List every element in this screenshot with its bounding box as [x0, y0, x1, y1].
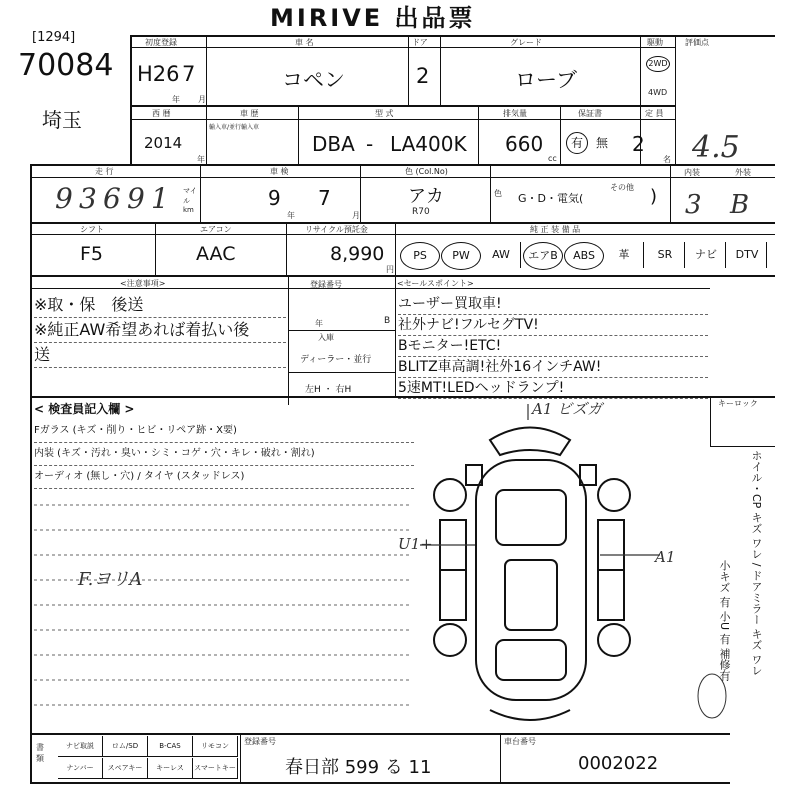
- mileage-label: 走 行: [95, 167, 114, 176]
- equipment-item: PW: [441, 242, 481, 270]
- recycle-label: リサイクル預託金: [305, 225, 368, 234]
- color-no: R70: [412, 207, 430, 217]
- mark-right: A1: [655, 548, 676, 566]
- mark-front: A1 ビズガ: [532, 400, 603, 418]
- equipment-item: 革: [605, 242, 644, 268]
- prefecture: 埼玉: [42, 108, 82, 132]
- registration-header: 登録番号: [310, 280, 342, 289]
- grade-value: ローブ: [515, 68, 577, 92]
- rear-glass: [496, 640, 566, 680]
- inspector-line: オーディオ (無し・穴) / タイヤ (スタッドレス): [34, 466, 414, 489]
- capacity-label: 定 員: [645, 109, 664, 118]
- shaken-year: 9: [268, 186, 281, 210]
- equipment-item: ABS: [564, 242, 604, 270]
- sheet-title: MIRIVE 出品票: [270, 4, 476, 32]
- equipment-item: SR: [646, 242, 685, 268]
- color-value: アカ: [408, 186, 444, 207]
- yen-unit: 円: [386, 265, 394, 274]
- document-item: ロム/SD: [103, 736, 148, 757]
- equipment-item: AW: [482, 242, 521, 268]
- sales-point: BLITZ車高調!社外16インチAW!: [398, 357, 708, 378]
- aircon-value: AAC: [196, 243, 236, 265]
- reg-number: 春日部 599 る 11: [285, 757, 432, 778]
- reg-month: 7: [182, 62, 196, 86]
- equipment-label: 純 正 装 備 品: [530, 225, 581, 234]
- car-name: コペン: [282, 68, 345, 92]
- note-line: ※純正AW希望あれば着払い後: [34, 318, 286, 343]
- aircon-label: エアコン: [200, 225, 232, 234]
- displacement-label: 排気量: [503, 109, 527, 118]
- inspector-line: 内装 (キズ・汚れ・臭い・シミ・コゲ・穴・キレ・破れ・割れ): [34, 443, 414, 466]
- mark-left: U1+: [398, 535, 433, 553]
- front-bumper: [490, 428, 570, 456]
- lot-number: 70084: [18, 48, 114, 83]
- sales-points-header: <セールスポイント>: [397, 279, 474, 288]
- rating-label: 評価点: [685, 38, 709, 47]
- color-mark: 色: [494, 189, 502, 198]
- interior-label: 内装: [684, 168, 700, 177]
- drive-label: 駆動: [647, 38, 663, 47]
- shaken-nen: 年: [287, 211, 295, 220]
- document-item: ナビ取説: [58, 736, 103, 757]
- reg-nen: 年: [315, 319, 323, 328]
- inspection-label: 保証書: [578, 109, 602, 118]
- exterior-label: 外装: [735, 168, 751, 177]
- grid-line: [500, 733, 501, 783]
- capacity-value: 2: [632, 132, 645, 156]
- first-reg-label: 初度登録: [145, 38, 177, 47]
- year-unit: 年: [197, 155, 205, 164]
- notes-header: <注意事項>: [120, 279, 166, 288]
- grid-line: [240, 733, 241, 783]
- era-year: H26: [137, 62, 180, 86]
- grade-label: グレード: [510, 38, 542, 47]
- sales-point: Bモニター!ETC!: [398, 336, 708, 357]
- model-code: LA400K: [390, 132, 467, 156]
- inspector-header: < 検査員記入欄 >: [34, 402, 135, 416]
- documents-label: 書類: [36, 743, 44, 763]
- document-item: ナンバー: [58, 758, 103, 779]
- side-legend-1: ホイル・CP キズ ワレ / ドアミラー キズ ワレ: [750, 450, 763, 676]
- note-line: ※取・保 後送: [34, 293, 286, 318]
- equipment-item: PS: [400, 242, 440, 270]
- exterior-score: B: [730, 190, 750, 220]
- color-other: その他: [610, 183, 634, 192]
- interior-score: 3: [685, 190, 702, 220]
- sales-point: 社外ナビ!フルセグTV!: [398, 315, 708, 336]
- gatsu-unit: 月: [198, 95, 206, 104]
- documents-list: [58, 736, 238, 782]
- car-name-label: 車 名: [295, 38, 314, 47]
- color-close: ): [650, 186, 658, 207]
- inspector-line: Fガラス (キズ・削り・ヒビ・リペア跡・X要): [34, 420, 414, 443]
- document-item: キーレス: [148, 758, 193, 779]
- lot-bracket: [1294]: [32, 30, 76, 45]
- side-legend-2: 小キズ 有 小U 有 補修有: [718, 560, 731, 682]
- roof: [505, 560, 557, 630]
- nen-unit: 年: [172, 95, 180, 104]
- document-item: B-CAS: [148, 736, 193, 757]
- chassis-number: 0002022: [578, 753, 659, 774]
- doors-label: ドア: [412, 38, 428, 47]
- equipment-item: DTV: [728, 242, 767, 268]
- year-value: 2014: [144, 134, 183, 152]
- dealer-label: ディーラー・並行: [300, 355, 372, 365]
- sales-point: ユーザー買取車!: [398, 294, 708, 315]
- mileage-digit: 9: [55, 182, 73, 215]
- equipment-item: エアB: [523, 242, 563, 270]
- inspector-handwriting: F.ヨリA: [78, 569, 143, 590]
- note-line: 送: [34, 343, 286, 368]
- mileage-digit: 3: [79, 182, 97, 215]
- model-dash: -: [366, 132, 374, 156]
- color-label: 色 (Col.No): [405, 167, 448, 176]
- mileage-digit: 6: [103, 182, 121, 215]
- drive-2wd: 2WD: [646, 56, 670, 72]
- wheel-rl: [434, 624, 466, 656]
- recycle-value: 8,990: [330, 243, 385, 265]
- shaken-gatsu: 月: [352, 211, 360, 220]
- displacement-value: 660: [505, 132, 544, 156]
- keylock-label: キーロック: [718, 399, 758, 408]
- windshield: [496, 490, 566, 545]
- equipment-item: ナビ: [687, 242, 726, 268]
- history-note: 輸入車/並行輸入車: [209, 124, 260, 131]
- chassis-label: 車台番号: [504, 737, 536, 746]
- doors-value: 2: [416, 64, 430, 88]
- inspect-yes: 有: [566, 132, 588, 154]
- western-label: 西 暦: [152, 109, 171, 118]
- wheel-rr: [598, 624, 630, 656]
- document-item: リモコン: [193, 736, 238, 757]
- shaken-month: 7: [318, 186, 331, 210]
- inspect-no: 無: [596, 136, 609, 150]
- rear-bumper: [490, 710, 570, 720]
- car-body: [476, 460, 586, 700]
- shift-label: シフト: [80, 225, 104, 234]
- check-in-label: 入庫: [318, 333, 334, 342]
- overall-score: 4.5: [692, 130, 740, 165]
- shaken-label: 車 検: [270, 167, 289, 176]
- wheel-fl: [434, 479, 466, 511]
- document-item: スマートキー: [193, 758, 238, 779]
- handle-label: 左H ・ 右H: [305, 385, 352, 395]
- model-label: 型 式: [375, 109, 394, 118]
- shift-value: F5: [80, 243, 104, 265]
- sales-point: 5速MT!LEDヘッドランプ!: [398, 378, 708, 399]
- km-unit: マイル km: [183, 187, 197, 214]
- mileage-digit: 9: [127, 182, 145, 215]
- cc-unit: cc: [548, 154, 557, 163]
- drive-4wd: 4WD: [648, 88, 668, 97]
- reg-no-label: 登録番号: [244, 737, 276, 746]
- document-item: スペアキー: [103, 758, 148, 779]
- mileage-digit: 1: [151, 182, 169, 215]
- model-prefix: DBA: [312, 132, 355, 156]
- reg-b: B: [384, 316, 391, 326]
- wheel-fr: [598, 479, 630, 511]
- history-label: 車 歴: [240, 109, 259, 118]
- mei-unit: 名: [663, 155, 671, 164]
- color-options: G・D・電気(: [518, 192, 584, 205]
